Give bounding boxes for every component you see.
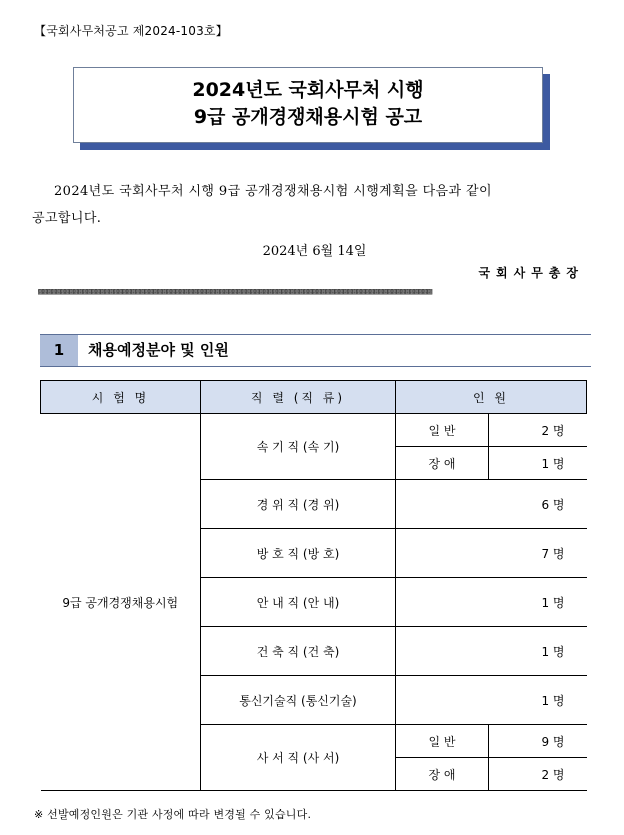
header-exam-name: 시 험 명 [41,381,201,414]
series-cell: 건 축 직 (건 축) [201,627,396,676]
title-box [73,67,543,143]
count-cell: 9 명 [489,725,587,758]
header-count: 인 원 [396,381,587,414]
signatory: 국회사무총장 [478,266,584,280]
count-cell: 2 명 [489,414,587,447]
count-cell: 1 명 [396,627,587,676]
count-cell: 1 명 [396,578,587,627]
header-series: 직 렬 (직 류) [201,381,396,414]
count-cell: 1 명 [489,447,587,480]
intro-paragraph [32,178,592,232]
recruitment-table [40,380,587,791]
count-cell: 7 명 [396,529,587,578]
intro-line-1: 2024년도 국회사무처 시행 9급 공개경쟁채용시험 시행계획을 다음과 같이 [54,184,492,199]
count-cell: 1 명 [396,676,587,725]
title-line-1: 2024년도 국회사무처 시행 [192,79,424,101]
exam-name-cell: 9급 공개경쟁채용시험 [41,414,201,791]
count-cell: 2 명 [489,758,587,791]
section-title: 채용예정분야 및 인원 [88,341,229,359]
section-heading [40,334,591,367]
series-cell: 경 위 직 (경 위) [201,480,396,529]
announcement-date: 2024년 6월 14일 [262,244,367,259]
series-cell: 통신기술직 (통신기술) [201,676,396,725]
title-line-2: 9급 공개경쟁채용시험 공고 [193,106,423,128]
series-cell: 속 기 직 (속 기) [201,414,396,480]
count-cell: 6 명 [396,480,587,529]
series-cell: 안 내 직 (안 내) [201,578,396,627]
table-row [41,414,587,447]
announcement-number: 【국회사무처공고 제2024-103호】 [34,24,228,38]
series-cell: 사 서 직 (사 서) [201,725,396,791]
sub-type-cell: 장 애 [396,447,489,480]
intro-line-2: 공고합니다. [32,211,102,226]
series-cell: 방 호 직 (방 호) [201,529,396,578]
section-number: 1 [40,335,78,366]
sub-type-cell: 장 애 [396,758,489,791]
sub-type-cell: 일 반 [396,725,489,758]
sub-type-cell: 일 반 [396,414,489,447]
footnote: ※ 선발예정인원은 기관 사정에 따라 변경될 수 있습니다. [34,808,312,821]
decorative-divider: ▩▩▩▩▩▩▩▩▩▩▩▩▩▩▩▩▩▩▩▩▩▩▩▩▩▩▩▩▩▩▩▩▩▩▩▩▩▩▩▩▩▩▩▩▩▩▩▩▩▩▩▩▩▩▩▩▩▩▩▩▩▩▩▩▩▩▩▩▩▩▩▩▩▩▩▩▩▩▩▩▩▩▩▩▩▩▩▩▩ [38,287,432,297]
table-header-row [41,381,587,414]
